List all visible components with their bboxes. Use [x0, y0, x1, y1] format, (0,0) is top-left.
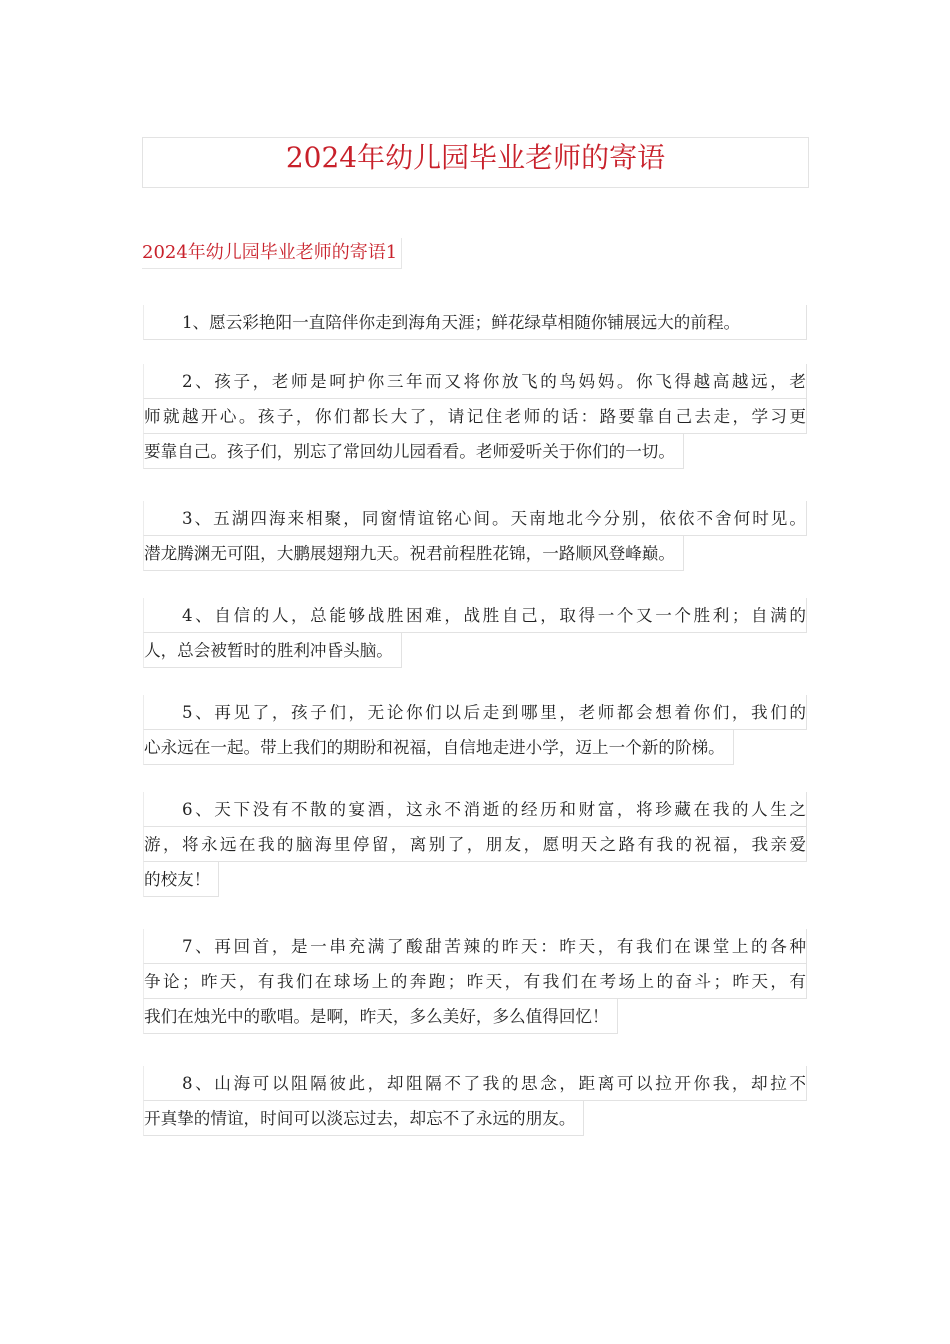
paragraph-line: 5、再见了，孩子们，无论你们以后走到哪里，老师都会想着你们，我们的 [143, 695, 807, 730]
paragraph-line: 7、再回首，是一串充满了酸甜苦辣的昨天：昨天，有我们在课堂上的各种 [143, 929, 807, 964]
paragraph-6 [143, 792, 807, 901]
paragraph-1 [143, 305, 807, 340]
paragraph-line: 潜龙腾渊无可阻，大鹏展翅翔九天。祝君前程胜花锦，一路顺风登峰巅。 [143, 536, 684, 571]
paragraph-3 [143, 501, 807, 575]
document-title: 2024年幼儿园毕业老师的寄语 [285, 141, 666, 174]
title-box [142, 137, 809, 188]
paragraph-line: 游，将永远在我的脑海里停留，离别了，朋友，愿明天之路有我的祝福，我亲爱 [143, 827, 807, 862]
paragraph-line: 2、孩子，老师是呵护你三年而又将你放飞的鸟妈妈。你飞得越高越远，老 [143, 364, 807, 399]
paragraph-8 [143, 1066, 807, 1140]
paragraph-4 [143, 598, 807, 672]
paragraph-line: 1、愿云彩艳阳一直陪伴你走到海角天涯；鲜花绿草相随你铺展远大的前程。 [143, 305, 807, 340]
paragraph-line: 争论；昨天，有我们在球场上的奔跑；昨天，有我们在考场上的奋斗；昨天，有 [143, 964, 807, 999]
paragraph-line: 3、五湖四海来相聚，同窗情谊铭心间。天南地北今分别，依依不舍何时见。 [143, 501, 807, 536]
paragraph-line: 师就越开心。孩子，你们都长大了，请记住老师的话：路要靠自己去走，学习更 [143, 399, 807, 434]
paragraph-line: 8、山海可以阻隔彼此，却阻隔不了我的思念，距离可以拉开你我，却拉不 [143, 1066, 807, 1101]
paragraph-line: 人，总会被暂时的胜利冲昏头脑。 [143, 633, 402, 668]
paragraph-line: 要靠自己。孩子们，别忘了常回幼儿园看看。老师爱听关于你们的一切。 [143, 434, 684, 469]
paragraph-5 [143, 695, 807, 769]
paragraph-2 [143, 364, 807, 473]
paragraph-line: 开真挚的情谊，时间可以淡忘过去，却忘不了永远的朋友。 [143, 1101, 584, 1136]
paragraph-7 [143, 929, 807, 1038]
paragraph-line: 4、自信的人，总能够战胜困难，战胜自己，取得一个又一个胜利；自满的 [143, 598, 807, 633]
paragraph-line: 我们在烛光中的歌唱。是啊，昨天，多么美好，多么值得回忆！ [143, 999, 618, 1034]
paragraph-line: 心永远在一起。带上我们的期盼和祝福，自信地走进小学，迈上一个新的阶梯。 [143, 730, 734, 765]
paragraph-line: 的校友！ [143, 862, 219, 897]
section-title: 2024年幼儿园毕业老师的寄语1 [142, 238, 402, 269]
paragraph-line: 6、天下没有不散的宴酒，这永不消逝的经历和财富，将珍藏在我的人生之 [143, 792, 807, 827]
